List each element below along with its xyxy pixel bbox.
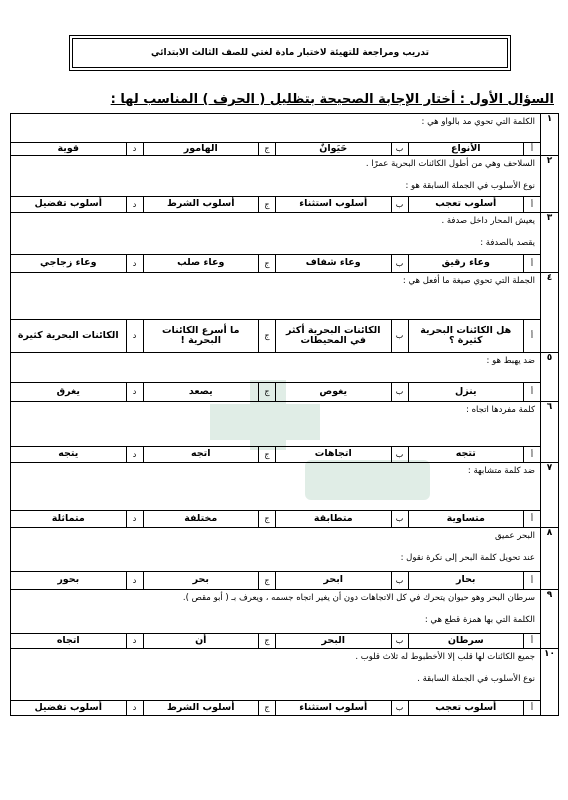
option-letter[interactable]: د [126,634,143,648]
question-number: ٩ [541,590,559,649]
option-letter[interactable]: أ [523,320,540,352]
option-letter[interactable]: ج [258,447,275,462]
question-number: ٢ [541,156,559,213]
option-text[interactable]: ابحر [275,572,391,589]
option-letter[interactable]: ج [258,634,275,648]
option-text[interactable]: ما أسرع الكائنات البحرية ! [143,320,259,352]
question-stem: كلمة مفردها اتجاه : [466,405,535,415]
option-text[interactable]: سرطان [408,634,524,648]
options-row [11,633,540,648]
option-text[interactable]: بحر [143,572,259,589]
question-row [11,156,559,213]
option-text[interactable]: اتجه [143,447,259,462]
option-letter[interactable]: أ [523,447,540,462]
options-row [11,510,540,527]
option-letter[interactable]: ج [258,511,275,527]
option-letter[interactable]: د [126,197,143,212]
option-letter[interactable]: أ [523,255,540,272]
option-letter[interactable]: د [126,320,143,352]
option-text[interactable]: الكائنات البحرية كثيرة [17,329,119,341]
option-letter[interactable]: ب [391,511,408,527]
option-text[interactable]: أسلوب استثناء [275,701,391,715]
option-text[interactable]: اتجاه [56,634,80,646]
option-text[interactable]: الأنواع [408,143,524,155]
question-row [11,528,559,590]
question-row [11,649,559,716]
option-text[interactable]: يصعد [143,383,259,401]
option-letter[interactable]: ب [391,255,408,272]
question-stem: الجملة التي تحوي صيغة ما أفعل هي : [402,276,535,286]
question-row [11,590,559,649]
question-content [11,528,541,590]
option-letter[interactable]: ج [258,572,275,589]
question-stem: ضد كلمة متشابهة : [467,466,535,476]
question-number: ٨ [541,528,559,590]
question-content [11,156,541,213]
question-content [11,213,541,273]
option-letter[interactable]: ج [258,143,275,155]
option-letter[interactable]: ب [391,320,408,352]
question-row [11,273,559,353]
question-stem: الكلمة التي تحوي مد بالواو هي : [421,117,535,127]
question-stem: نوع الأسلوب في الجملة السابقة هو : [405,180,535,191]
question-row [11,402,559,463]
question-stem: السلاحف وهي من أطول الكائنات البحرية عمرًا . [365,159,535,169]
option-text[interactable]: الهامور [143,143,259,155]
option-letter[interactable]: أ [523,143,540,155]
option-text[interactable]: يتجه [58,448,79,460]
question-row [11,353,559,402]
options-row [11,446,540,462]
question-stem: نوع الأسلوب في الجملة السابقة . [417,673,535,684]
exam-header-box [72,38,508,68]
question-number: ١٠ [541,649,559,716]
options-row [11,319,540,352]
question-content [11,590,541,649]
option-text[interactable]: متطابقة [275,511,391,527]
option-text[interactable]: اتجاهات [275,447,391,462]
option-letter[interactable]: ج [258,701,275,715]
question-number: ٤ [541,273,559,353]
option-text[interactable]: الكائنات البحرية أكثر في المحيطات [275,320,391,352]
option-text[interactable]: أسلوب تفضيل [34,198,102,210]
options-row [11,571,540,589]
option-letter[interactable]: د [126,383,143,401]
option-text[interactable]: قوية [57,142,80,154]
question-stem: جميع الكائنات لها قلب إلا الأخطبوط له ثلاث قلوب . [355,652,535,662]
question-row [11,114,559,156]
option-text[interactable]: أسلوب تعجب [408,701,524,715]
question-number: ٥ [541,353,559,402]
option-text[interactable]: وعاء رقيق [408,255,524,272]
option-text[interactable]: وعاء صلب [143,255,259,272]
option-letter[interactable]: ب [391,197,408,212]
question-row [11,463,559,528]
options-row [11,254,540,272]
question-number: ١ [541,114,559,156]
option-letter[interactable]: ج [258,320,275,352]
question-content [11,649,541,716]
option-text[interactable]: تتجه [408,447,524,462]
option-letter[interactable]: ب [391,701,408,715]
option-text[interactable]: حَيَوانٌ [275,143,391,155]
question-stem: ضد يهبط هو : [486,356,535,366]
question-stem: سرطان البحر وهو حيوان يتحرك في كل الاتجاهات دون أن يغير اتجاه جسمه ، ويعرف بـ ( أبو مقص ). [182,593,535,603]
option-text[interactable]: أسلوب الشرط [143,197,259,212]
option-text[interactable]: أسلوب استثناء [275,197,391,212]
question-stem: يعيش المحار داخل صدفة . [441,216,535,226]
option-letter[interactable]: أ [523,383,540,401]
option-letter[interactable]: أ [523,572,540,589]
options-row [11,700,540,715]
questions-table [10,113,559,716]
options-row [11,142,540,155]
option-text[interactable]: يغرق [56,385,80,397]
option-letter[interactable]: د [126,143,143,155]
exam-header-title: تدريب ومراجعة للتهيئة لاختبار مادة لغتي للصف الثالث الابتدائي [151,48,429,58]
option-text[interactable]: مختلفة [143,511,259,527]
option-letter[interactable]: ج [258,383,275,401]
question-number: ٣ [541,213,559,273]
question-stem: البحر عميق [494,531,535,541]
option-letter[interactable]: ب [391,572,408,589]
option-letter[interactable]: ج [258,197,275,212]
question-row [11,213,559,273]
option-letter[interactable]: ب [391,634,408,648]
question-content [11,402,541,463]
option-text[interactable]: متماثلة [51,512,85,524]
option-letter[interactable]: ب [391,447,408,462]
question-stem: يقصد بالصدفة : [480,237,535,248]
question-stem: عند تحويل كلمة البحر إلى نكرة نقول : [400,552,535,563]
section-title: السؤال الأول : أختار الإجابة الصحيحة بتظليل ( الحرف ) المناسب لها : [110,92,554,107]
question-stem: الكلمة التي بها همزة قطع هي : [424,614,535,625]
option-letter[interactable]: ب [391,383,408,401]
option-letter[interactable]: أ [523,511,540,527]
option-text[interactable]: ينزل [408,383,524,401]
option-text[interactable]: أسلوب تعجب [408,197,524,212]
option-text[interactable]: أن [143,634,259,648]
option-letter[interactable]: د [126,447,143,462]
option-letter[interactable]: د [126,511,143,527]
question-content [11,463,541,528]
option-text[interactable]: وعاء زجاجي [40,257,97,269]
option-letter[interactable]: أ [523,634,540,648]
option-text[interactable]: وعاء شفاف [275,255,391,272]
question-number: ٧ [541,463,559,528]
question-content [11,273,541,353]
question-number: ٦ [541,402,559,463]
option-text[interactable]: بحور [57,574,80,586]
option-letter[interactable]: د [126,255,143,272]
option-text[interactable]: يغوص [275,383,391,401]
option-letter[interactable]: ج [258,255,275,272]
option-text[interactable]: بحار [408,572,524,589]
option-letter[interactable]: أ [523,701,540,715]
option-text[interactable]: أسلوب تفضيل [34,701,102,713]
option-letter[interactable]: ب [391,143,408,155]
question-content [11,114,541,156]
option-text[interactable]: أسلوب الشرط [143,701,259,715]
option-text[interactable]: متساوية [408,511,524,527]
option-text[interactable]: هل الكائنات البحرية كثيرة ؟ [408,320,524,352]
option-text[interactable]: البحر [275,634,391,648]
option-letter[interactable]: د [126,572,143,589]
option-letter[interactable]: أ [523,197,540,212]
options-row [11,382,540,401]
question-content [11,353,541,402]
option-letter[interactable]: د [126,701,143,715]
options-row [11,196,540,212]
